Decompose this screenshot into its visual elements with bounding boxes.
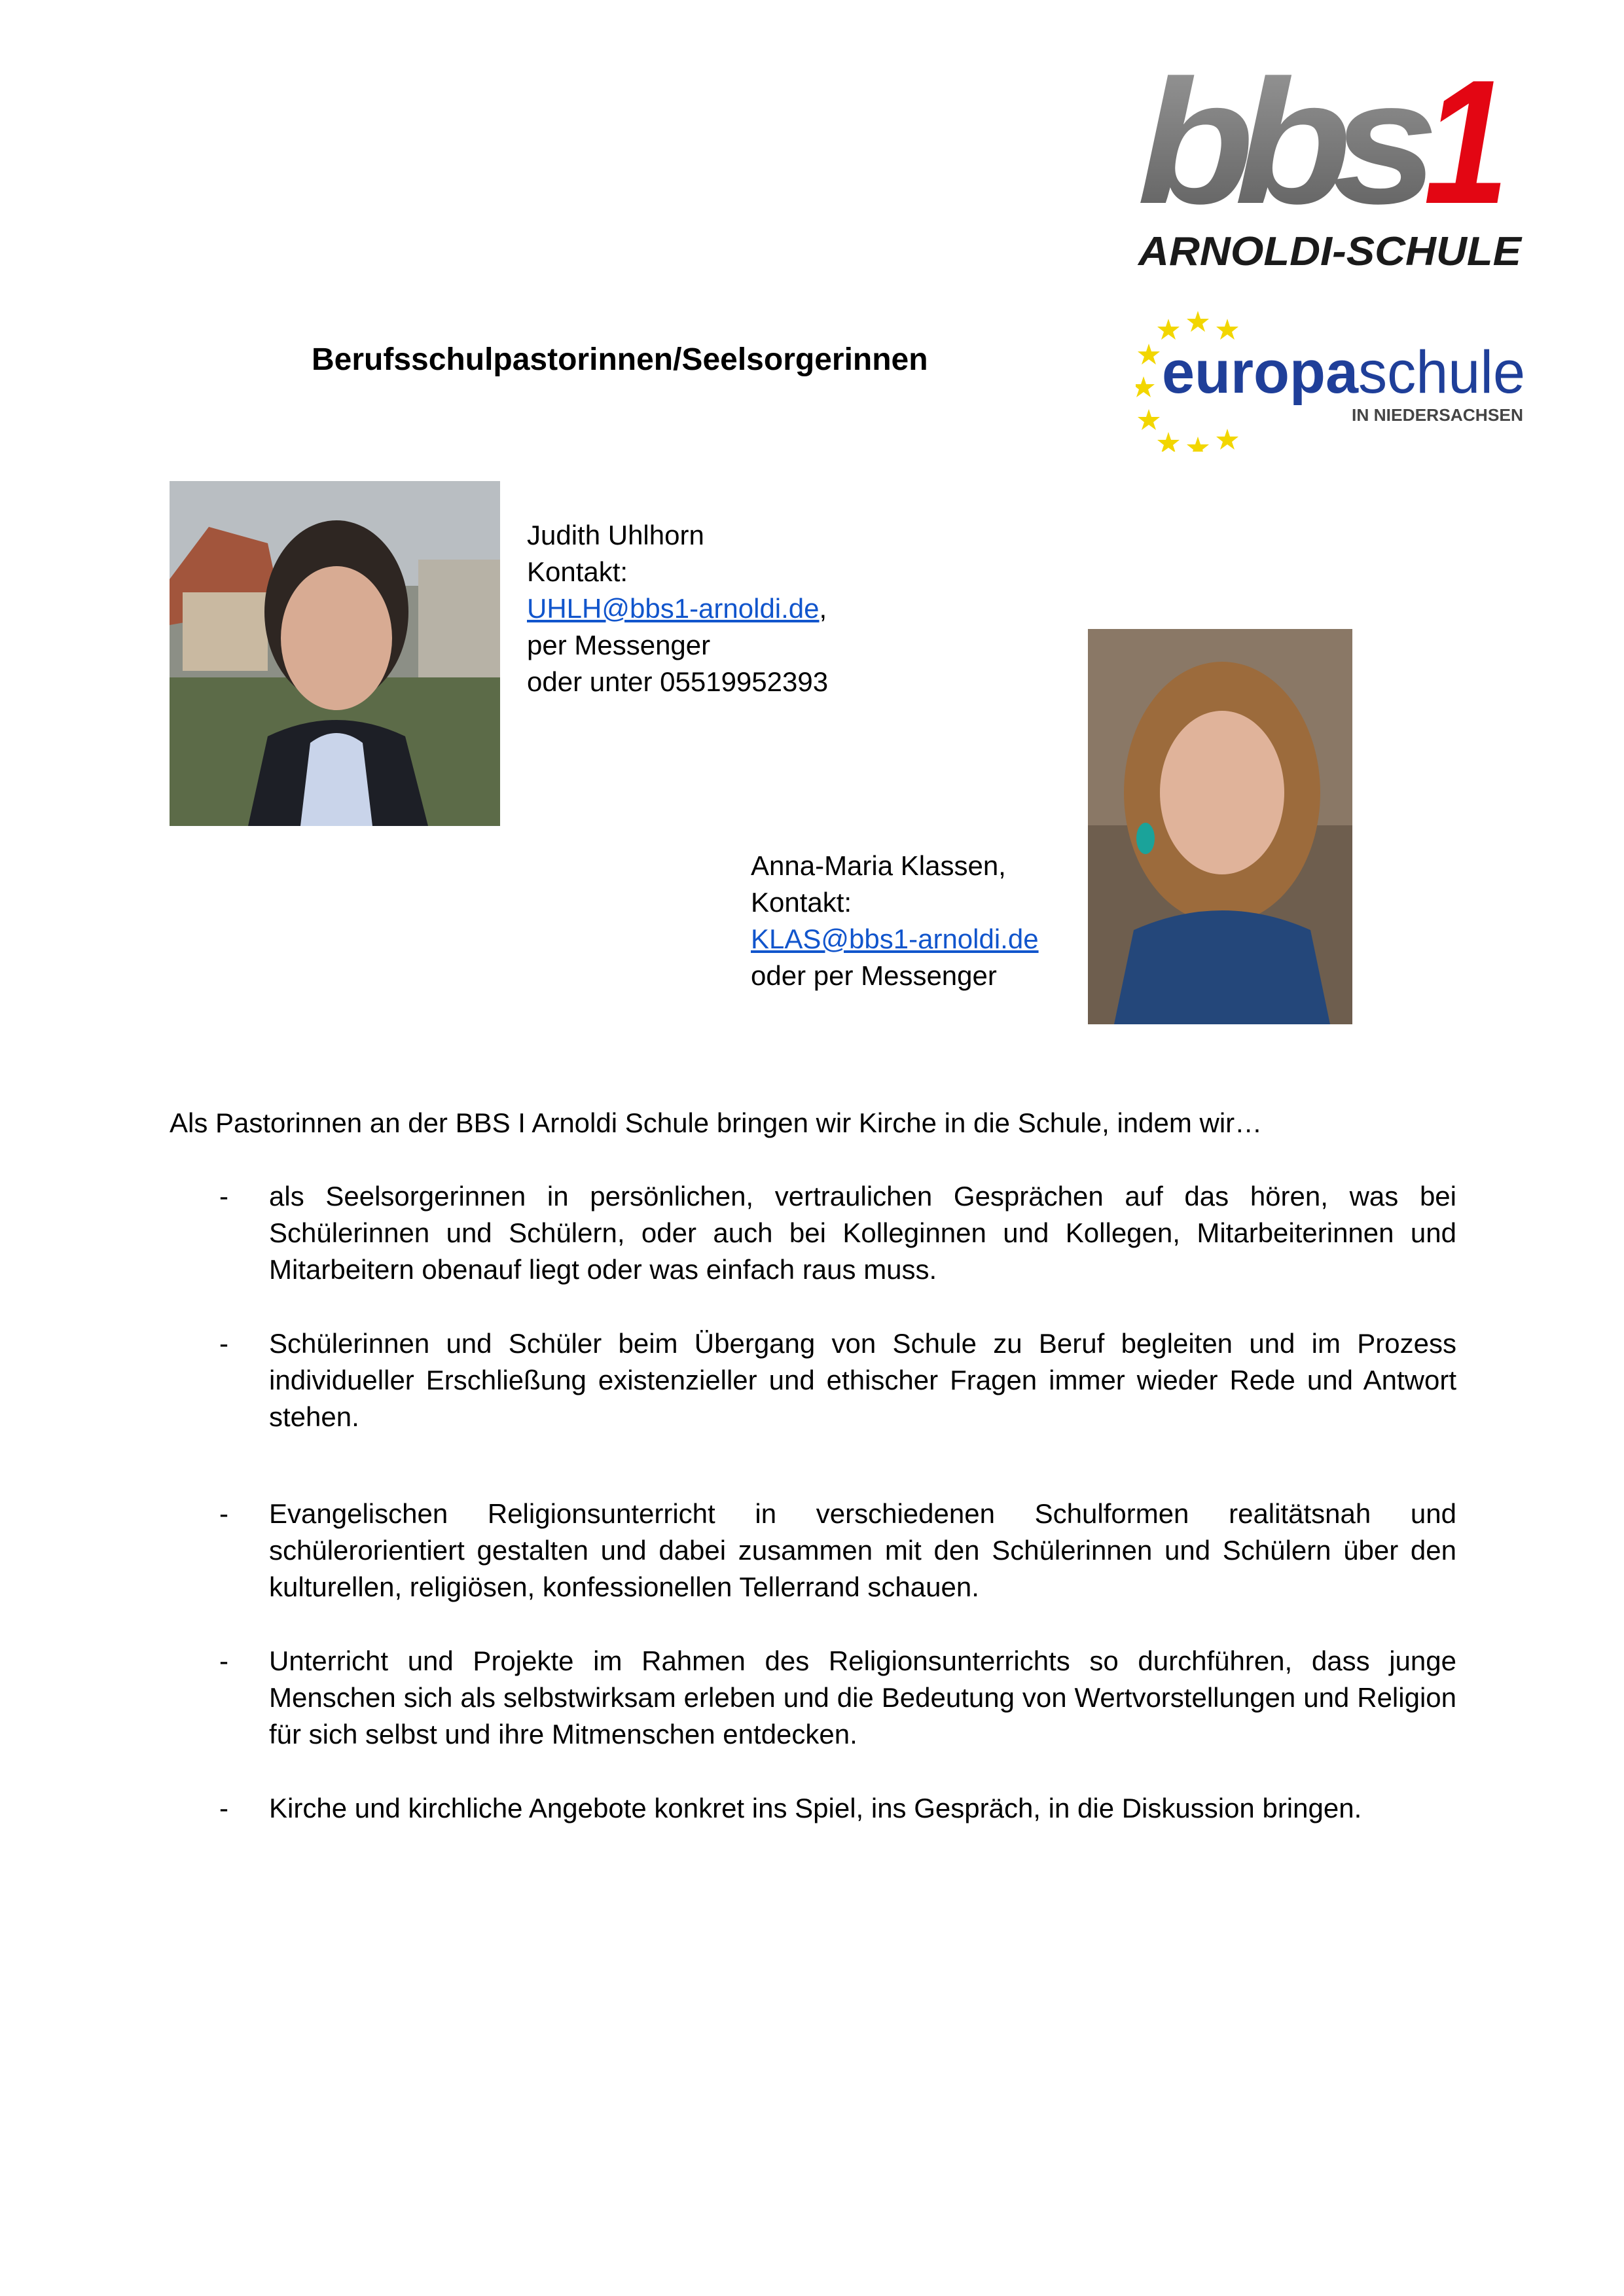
list-dash: - [219,1645,228,1676]
email-suffix: , [819,593,827,624]
list-dash: - [219,1328,228,1359]
list-item-text: Evangelischen Religionsunterricht in verschiedenen Schulformen realitätsnah und schülerorientiert gestalten und dabei zusammen mit den Schülerinnen und Schülern über den kulturellen, religiösen, konfessionellen Tellerrand schauen. [269,1498,1456,1602]
logo-bbs-subtitle: ARNOLDI-SCHULE [1136,229,1523,274]
logo-europa-text-1: europa [1162,339,1359,406]
contact-card-anna-maria [751,848,1039,994]
list-item [219,1178,1456,1288]
list-item [219,1496,1456,1605]
email-link-anna-maria[interactable]: KLAS@bbs1-arnoldi.de [751,924,1039,954]
europaschule-logo [1136,304,1528,452]
list-dash: - [219,1498,228,1529]
contact-line-messenger: oder per Messenger [751,960,997,991]
list-item-text: Kirche und kirchliche Angebote konkret ins Spiel, ins Gespräch, in die Diskussion bringen. [269,1793,1362,1823]
contact-label: Kontakt: [751,887,852,918]
list-item [219,1790,1456,1827]
bbs1-arnoldi-logo [1136,59,1528,275]
list-dash: - [219,1793,228,1823]
list-item-text: Unterricht und Projekte im Rahmen des Religionsunterrichts so durchführen, dass junge Menschen sich als selbstwirksam erleben und die Bedeutung von Wertvorstellungen und Religion für sich selbst und ihre Mitmenschen entdecken. [269,1645,1456,1749]
logo-bbs-letters: bbs [1137,59,1434,241]
page-title: Berufsschulpastorinnen/Seelsorgerinnen [312,342,928,377]
contact-card-judith [527,517,828,700]
list-item [219,1325,1456,1435]
logo-europa-subtitle: IN NIEDERSACHSEN [1352,405,1523,425]
portrait-photo-anna-maria [1088,629,1352,1024]
email-link-judith[interactable]: UHLH@bbs1-arnoldi.de [527,593,820,624]
list-item [219,1643,1456,1753]
contact-line-messenger: per Messenger [527,630,711,660]
logo-europa-text-2: schule [1358,339,1525,406]
contact-name: Anna-Maria Klassen, [751,850,1006,881]
list-item-text: Schülerinnen und Schüler beim Übergang von Schule zu Beruf begleiten und im Prozess individueller Erschließung existenzieller und ethischer Fragen immer wieder Rede und Antwort stehen. [269,1328,1456,1432]
intro-paragraph: Als Pastorinnen an der BBS I Arnoldi Schule bringen wir Kirche in die Schule, indem wir… [170,1107,1263,1138]
contact-name: Judith Uhlhorn [527,520,704,550]
portrait-photo-judith [170,481,500,826]
contact-email-line [751,921,1039,958]
contact-line-phone: oder unter 05519952393 [527,666,829,697]
logo-bbs-digit: 1 [1424,59,1509,241]
list-item-text: als Seelsorgerinnen in persönlichen, vertraulichen Gesprächen auf das hören, was bei Schülerinnen und Schülern, oder auch bei Kolleginnen und Kollegen, Mitarbeiterinnen und Mitarbeitern obenauf liegt oder was einfach raus muss. [269,1181,1456,1285]
contact-label: Kontakt: [527,556,628,587]
list-dash: - [219,1181,228,1211]
contact-email-line [527,590,828,627]
